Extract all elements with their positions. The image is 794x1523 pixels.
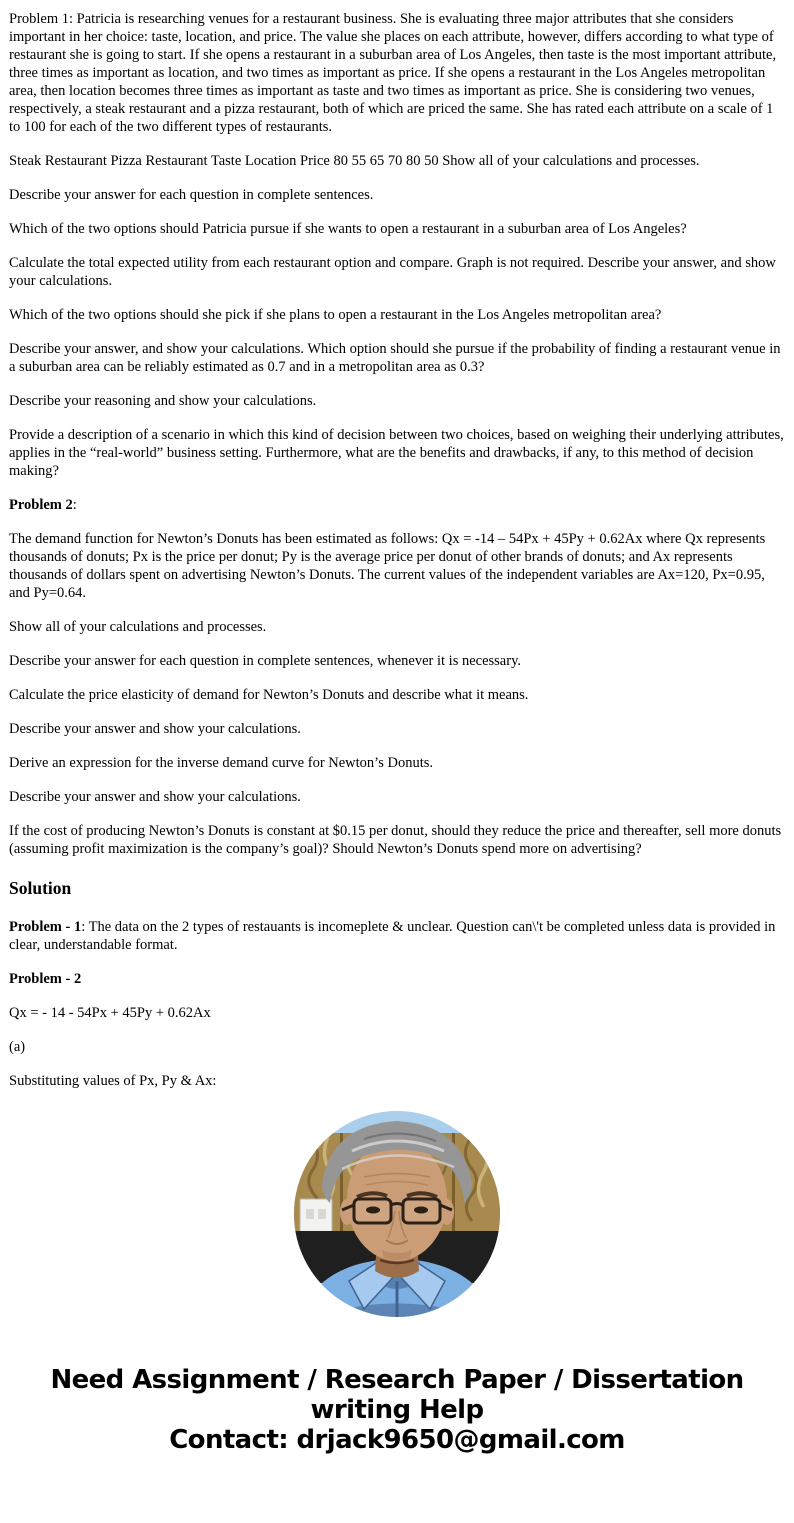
paragraph-20 xyxy=(9,970,786,988)
paragraph-text: Derive an expression for the inverse demand curve for Newton’s Donuts. xyxy=(9,755,433,771)
paragraph-17 xyxy=(9,822,786,858)
paragraph-text: Solution xyxy=(9,878,72,898)
paragraph-15 xyxy=(9,754,786,772)
paragraph-6 xyxy=(9,340,786,376)
paragraph-text: Steak Restaurant Pizza Restaurant Taste Location Price 80 55 65 70 80 50 Show all of your calculations and processes. xyxy=(9,153,700,169)
paragraph-5 xyxy=(9,306,786,324)
paragraph-text: Describe your answer and show your calculations. xyxy=(9,789,301,805)
paragraph-7 xyxy=(9,392,786,410)
paragraph-text: Provide a description of a scenario in which this kind of decision between two choices, based on weighing their underlying attributes, applies in the “real-world” business setting. Furthermore, what are the benefits and drawbacks, if any, to this method of decision making? xyxy=(9,427,784,479)
paragraph-4 xyxy=(9,254,786,290)
paragraph-9 xyxy=(9,496,786,514)
paragraph-19 xyxy=(9,918,786,954)
paragraph-text: Which of the two options should she pick if she plans to open a restaurant in the Los Angeles metropolitan area? xyxy=(9,307,662,323)
paragraph-text: Which of the two options should Patricia pursue if she wants to open a restaurant in a suburban area of Los Angeles? xyxy=(9,221,687,237)
promo-heading-line2: writing Help xyxy=(310,1395,484,1425)
paragraph-text: Describe your answer for each question in complete sentences. xyxy=(9,187,374,203)
paragraph-bold-lead: Problem - 2 xyxy=(9,971,82,987)
paragraph-text: If the cost of producing Newton’s Donuts is constant at $0.15 per donut, should they reduce the price and thereafter, sell more donuts (assuming profit maximization is the company’s goal)? Should Newton’s Donuts spend more on advertising? xyxy=(9,823,782,857)
paragraph-16 xyxy=(9,788,786,806)
paragraph-23 xyxy=(9,1072,786,1090)
paragraph-text: Describe your answer and show your calculations. xyxy=(9,721,301,737)
paragraph-text: Show all of your calculations and processes. xyxy=(9,619,267,635)
promo-contact-email: Contact: drjack9650@gmail.com xyxy=(169,1425,625,1455)
paragraph-13 xyxy=(9,686,786,704)
paragraph-10 xyxy=(9,530,786,602)
promo-heading-line1: Need Assignment / Research Paper / Dissertation xyxy=(50,1365,744,1395)
paragraph-text: Qx = - 14 - 54Px + 45Py + 0.62Ax xyxy=(9,1005,211,1021)
paragraph-1 xyxy=(9,152,786,170)
paragraph-text: Describe your answer, and show your calculations. Which option should she pursue if the probability of finding a restaurant venue in a suburban area can be reliably estimated as 0.7 and in a metropolitan area as 0.3? xyxy=(9,341,781,375)
solution-heading xyxy=(9,877,786,899)
paragraph-text: Describe your answer for each question in complete sentences, whenever it is necessary. xyxy=(9,653,522,669)
figure-container xyxy=(0,1111,794,1317)
paragraph-22 xyxy=(9,1038,786,1056)
tutor-profile-photo xyxy=(294,1111,500,1317)
paragraph-2 xyxy=(9,186,786,204)
paragraph-11 xyxy=(9,618,786,636)
paragraph-bold-lead: Problem - 1 xyxy=(9,919,82,935)
paragraph-3 xyxy=(9,220,786,238)
paragraph-21 xyxy=(9,1004,786,1022)
paragraph-text: Calculate the price elasticity of demand for Newton’s Donuts and describe what it means. xyxy=(9,687,529,703)
promo-footer xyxy=(0,1365,794,1455)
paragraph-text: Substituting values of Px, Py & Ax: xyxy=(9,1073,217,1089)
paragraph-text: Calculate the total expected utility from each restaurant option and compare. Graph is not required. Describe your answer, and show your calculations. xyxy=(9,255,776,289)
paragraph-12 xyxy=(9,652,786,670)
paragraph-text: : xyxy=(72,497,77,513)
tutor-photo-illustration xyxy=(294,1111,500,1317)
paragraph-0 xyxy=(9,10,786,136)
paragraph-8 xyxy=(9,426,786,480)
paragraph-text: Describe your reasoning and show your calculations. xyxy=(9,393,317,409)
paragraph-text: (a) xyxy=(9,1039,26,1055)
paragraph-text: Problem 1: Patricia is researching venues for a restaurant business. She is evaluating three major attributes that she considers important in her choice: taste, location, and price. The value she places on each attribute, however, differs according to what type of restaurant she is going to start. If she opens a restaurant in a suburban area of Los Angeles, then taste is the most important attribute, three times as important as location, and two times as important as price. If she opens a restaurant in the Los Angeles metropolitan area, then location becomes three times as important as taste and two times as important as price. She is considering two venues, respectively, a steak restaurant and a pizza restaurant, both of which are priced the same. She has rated each attribute on a scale of 1 to 100 for each of the two different types of restaurants. xyxy=(9,11,777,135)
paragraph-text: : The data on the 2 types of restauants is incomeplete & unclear. Question can\'t be completed unless data is provided in clear, understandable format. xyxy=(9,919,776,953)
paragraph-bold-lead: Problem 2 xyxy=(9,497,73,513)
paragraph-text: The demand function for Newton’s Donuts has been estimated as follows: Qx = -14 – 54Px + 45Py + 0.62Ax where Qx represents thousands of donuts; Px is the price per donut; Py is the average price per donut of other brands of donuts; and Ax represents thousands of dollars spent on advertising Newton’s Donuts. The current values of the independent variables are Ax=120, Px=0.95, and Py=0.64. xyxy=(9,531,766,601)
paragraph-14 xyxy=(9,720,786,738)
